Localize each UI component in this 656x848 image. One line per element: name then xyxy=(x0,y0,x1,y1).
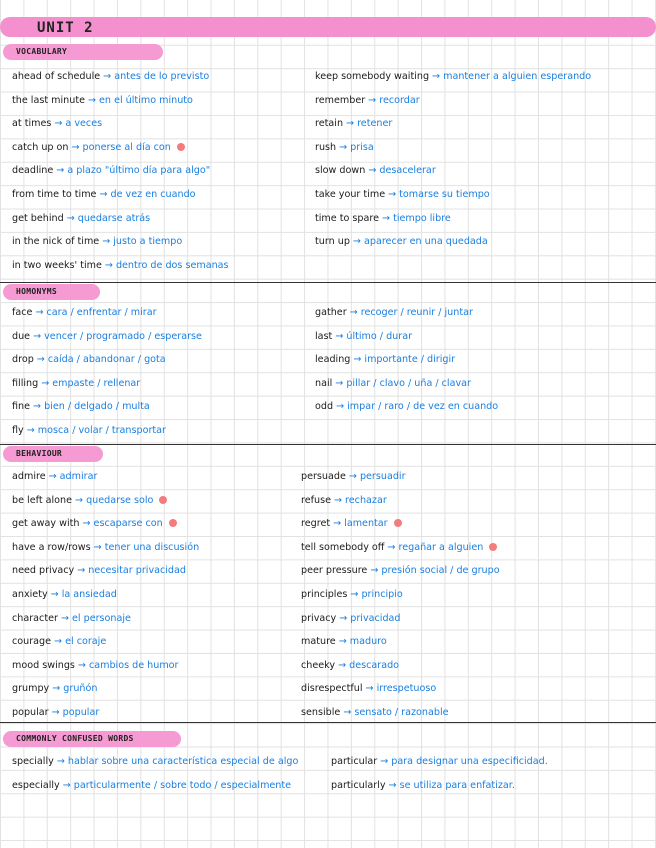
entry-translation: lamentar xyxy=(344,518,388,530)
title-highlight xyxy=(0,17,656,37)
entry-term: nail xyxy=(315,377,333,389)
entry-term: courage xyxy=(12,636,52,648)
vocab-entry xyxy=(12,755,298,769)
arrow-right-icon: → xyxy=(33,401,42,413)
vocab-entry xyxy=(315,400,498,414)
entry-term: take your time xyxy=(315,189,386,200)
entry-term: get behind xyxy=(12,212,64,224)
arrow-right-icon: → xyxy=(380,756,389,767)
entry-term: peer pressure xyxy=(301,565,368,577)
vocab-entry xyxy=(12,141,185,155)
vocab-entry xyxy=(301,541,497,555)
arrow-right-icon: → xyxy=(71,141,80,153)
entry-term: leading xyxy=(315,354,351,366)
arrow-right-icon: → xyxy=(35,307,44,318)
entry-term: from time to time xyxy=(12,189,97,200)
arrow-right-icon: → xyxy=(353,354,362,366)
vocab-entry xyxy=(301,470,406,484)
vocab-entry xyxy=(315,117,392,131)
arrow-right-icon: → xyxy=(93,541,102,553)
entry-term: deadline xyxy=(12,165,54,177)
vocab-entry xyxy=(315,353,455,367)
vocab-entry xyxy=(301,659,399,673)
arrow-right-icon: → xyxy=(333,518,342,530)
entry-translation: rechazar xyxy=(345,494,387,506)
vocab-entry xyxy=(12,541,199,555)
entry-translation: hablar sobre una característica especial de algo xyxy=(67,756,299,767)
entry-translation: a veces xyxy=(65,118,103,130)
vocab-entry xyxy=(315,377,471,391)
entry-translation: a plazo "último día para algo" xyxy=(67,165,211,177)
highlight-dot-icon xyxy=(177,143,185,151)
arrow-right-icon: → xyxy=(335,330,344,342)
arrow-right-icon: → xyxy=(343,707,352,718)
entry-translation: prisa xyxy=(350,141,374,153)
vocab-entry xyxy=(315,188,490,202)
entry-term: principles xyxy=(301,589,348,600)
entry-translation: último / durar xyxy=(346,330,413,342)
arrow-right-icon: → xyxy=(82,518,91,530)
vocabulary-header: VOCABULARY xyxy=(3,44,163,60)
entry-term: character xyxy=(12,612,58,624)
vocab-entry xyxy=(12,494,167,508)
entry-translation: privacidad xyxy=(350,612,401,624)
entry-term: need privacy xyxy=(12,565,75,577)
arrow-right-icon: → xyxy=(99,189,108,200)
vocab-entry xyxy=(12,400,150,414)
arrow-right-icon: → xyxy=(52,683,61,695)
vocab-entry xyxy=(12,564,186,578)
arrow-right-icon: → xyxy=(103,71,112,82)
entry-term: in the nick of time xyxy=(12,236,100,248)
arrow-right-icon: → xyxy=(348,471,357,482)
entry-translation: ponerse al día con xyxy=(82,141,171,153)
arrow-right-icon: → xyxy=(62,779,71,791)
vocab-entry xyxy=(12,659,179,673)
entry-term: slow down xyxy=(315,165,366,177)
vocab-entry xyxy=(12,94,193,108)
vocab-entry xyxy=(12,470,97,484)
arrow-right-icon: → xyxy=(56,756,65,767)
vocab-entry xyxy=(12,235,182,249)
entry-term: time to spare xyxy=(315,212,380,224)
arrow-right-icon: → xyxy=(33,330,42,342)
arrow-right-icon: → xyxy=(54,118,63,130)
arrow-right-icon: → xyxy=(338,659,347,671)
section-divider xyxy=(0,282,656,283)
entry-term: odd xyxy=(315,401,334,413)
entry-translation: admirar xyxy=(59,471,98,482)
arrow-right-icon: → xyxy=(365,683,374,695)
entry-term: retain xyxy=(315,118,344,130)
entry-term: mood swings xyxy=(12,659,75,671)
entry-term: mature xyxy=(301,636,336,648)
entry-translation: maduro xyxy=(349,636,387,648)
arrow-right-icon: → xyxy=(368,94,377,106)
entry-term: filling xyxy=(12,377,39,389)
entry-translation: vencer / programado / esperarse xyxy=(44,330,202,342)
entry-term: in two weeks' time xyxy=(12,259,102,271)
arrow-right-icon: → xyxy=(102,236,111,248)
highlight-dot-icon xyxy=(159,496,167,504)
vocab-entry xyxy=(301,517,402,531)
entry-translation: caída / abandonar / gota xyxy=(47,354,166,366)
arrow-right-icon: → xyxy=(104,259,113,271)
vocab-entry xyxy=(301,564,500,578)
entry-translation: se utiliza para enfatizar. xyxy=(399,779,515,791)
section-divider xyxy=(0,722,656,723)
vocab-entry xyxy=(12,517,177,531)
arrow-right-icon: → xyxy=(334,494,343,506)
entry-translation: sensato / razonable xyxy=(354,707,449,718)
vocab-entry xyxy=(315,330,412,344)
entry-term: last xyxy=(315,330,333,342)
entry-term: particular xyxy=(331,756,378,767)
arrow-right-icon: → xyxy=(335,377,344,389)
entry-term: be left alone xyxy=(12,494,73,506)
entry-term: rush xyxy=(315,141,337,153)
entry-term: privacy xyxy=(301,612,337,624)
arrow-right-icon: → xyxy=(432,71,441,82)
entry-translation: persuadir xyxy=(359,471,406,482)
entry-term: face xyxy=(12,307,33,318)
entry-term: popular xyxy=(12,707,49,718)
entry-translation: necesitar privacidad xyxy=(88,565,186,577)
entry-translation: dentro de dos semanas xyxy=(115,259,229,271)
arrow-right-icon: → xyxy=(51,707,60,718)
entry-translation: recoger / reunir / juntar xyxy=(360,307,473,318)
arrow-right-icon: → xyxy=(388,779,397,791)
vocab-entry xyxy=(12,706,99,720)
vocab-entry xyxy=(315,141,374,155)
arrow-right-icon: → xyxy=(336,401,345,413)
arrow-right-icon: → xyxy=(26,425,35,436)
entry-translation: bien / delgado / multa xyxy=(44,401,150,413)
vocab-entry xyxy=(315,235,488,249)
arrow-right-icon: → xyxy=(60,612,69,624)
arrow-right-icon: → xyxy=(339,612,348,624)
arrow-right-icon: → xyxy=(352,236,361,248)
entry-translation: aparecer en una quedada xyxy=(363,236,488,248)
entry-translation: escaparse con xyxy=(93,518,163,530)
arrow-right-icon: → xyxy=(41,377,50,389)
section-divider xyxy=(0,444,656,445)
vocab-entry xyxy=(12,117,102,131)
entry-translation: la ansiedad xyxy=(61,589,117,600)
entry-term: get away with xyxy=(12,518,80,530)
arrow-right-icon: → xyxy=(75,494,84,506)
entry-translation: el coraje xyxy=(65,636,107,648)
entry-translation: tiempo libre xyxy=(393,212,451,224)
arrow-right-icon: → xyxy=(370,565,379,577)
entry-translation: recordar xyxy=(379,94,420,106)
vocab-entry xyxy=(301,588,403,602)
entry-term: sensible xyxy=(301,707,341,718)
entry-term: turn up xyxy=(315,236,350,248)
entry-term: cheeky xyxy=(301,659,336,671)
entry-translation: principio xyxy=(361,589,403,600)
vocab-entry xyxy=(12,70,209,84)
entry-translation: particularmente / sobre todo / especialmente xyxy=(73,779,292,791)
vocab-entry xyxy=(315,306,473,320)
arrow-right-icon: → xyxy=(54,636,63,648)
arrow-right-icon: → xyxy=(50,589,59,600)
entry-term: specially xyxy=(12,756,54,767)
entry-term: regret xyxy=(301,518,331,530)
arrow-right-icon: → xyxy=(368,165,377,177)
entry-term: ahead of schedule xyxy=(12,71,101,82)
entry-term: remember xyxy=(315,94,366,106)
entry-translation: empaste / rellenar xyxy=(52,377,141,389)
entry-translation: irrespetuoso xyxy=(376,683,437,695)
entry-term: gather xyxy=(315,307,347,318)
arrow-right-icon: → xyxy=(350,589,359,600)
arrow-right-icon: → xyxy=(387,541,396,553)
entry-translation: el personaje xyxy=(72,612,131,624)
arrow-right-icon: → xyxy=(87,94,97,106)
vocab-entry xyxy=(12,188,196,202)
entry-term: have a row/rows xyxy=(12,541,91,553)
vocab-entry xyxy=(12,306,157,320)
vocab-entry xyxy=(301,612,401,626)
arrow-right-icon: → xyxy=(77,565,86,577)
arrow-right-icon: → xyxy=(349,307,358,318)
entry-term: disrespectful xyxy=(301,683,363,695)
entry-term: persuade xyxy=(301,471,346,482)
entry-term: particularly xyxy=(331,779,386,791)
behaviour-header: BEHAVIOUR xyxy=(3,446,103,462)
entry-translation: cambios de humor xyxy=(88,659,179,671)
page-title: UNIT 2 xyxy=(37,20,94,36)
arrow-right-icon: → xyxy=(36,354,45,366)
entry-translation: presión social / de grupo xyxy=(381,565,500,577)
entry-translation: en el último minuto xyxy=(99,94,193,106)
entry-term: the last minute xyxy=(12,94,85,106)
entry-translation: para designar una especificidad. xyxy=(391,756,548,767)
vocab-entry xyxy=(315,212,451,226)
vocab-entry xyxy=(301,635,387,649)
entry-translation: justo a tiempo xyxy=(113,236,183,248)
entry-translation: descarado xyxy=(349,659,400,671)
highlight-dot-icon xyxy=(394,519,402,527)
entry-translation: de vez en cuando xyxy=(110,189,196,200)
vocab-entry xyxy=(315,164,436,178)
entry-term: fly xyxy=(12,425,24,436)
vocab-entry xyxy=(12,635,106,649)
entry-term: due xyxy=(12,330,31,342)
entry-translation: antes de lo previsto xyxy=(114,71,210,82)
entry-term: drop xyxy=(12,354,34,366)
entry-term: keep somebody waiting xyxy=(315,71,430,82)
vocab-entry xyxy=(12,612,131,626)
vocab-entry xyxy=(315,94,420,108)
vocab-entry xyxy=(315,70,591,84)
entry-translation: mantener a alguien esperando xyxy=(443,71,592,82)
arrow-right-icon: → xyxy=(338,636,347,648)
entry-translation: importante / dirigir xyxy=(364,354,456,366)
entry-term: grumpy xyxy=(12,683,50,695)
arrow-right-icon: → xyxy=(66,212,75,224)
arrow-right-icon: → xyxy=(77,659,86,671)
highlight-dot-icon xyxy=(169,519,177,527)
entry-translation: retener xyxy=(357,118,393,130)
vocab-entry xyxy=(301,706,449,720)
entry-translation: tener una discusión xyxy=(104,541,200,553)
vocab-entry xyxy=(301,682,436,696)
vocab-entry xyxy=(12,377,140,391)
entry-term: tell somebody off xyxy=(301,541,385,553)
entry-translation: gruñón xyxy=(63,683,98,695)
entry-translation: desacelerar xyxy=(379,165,436,177)
entry-term: admire xyxy=(12,471,46,482)
entry-translation: quedarse solo xyxy=(86,494,154,506)
vocab-entry xyxy=(12,779,291,793)
arrow-right-icon: → xyxy=(346,118,355,130)
entry-translation: regañar a alguien xyxy=(398,541,484,553)
entry-translation: mosca / volar / transportar xyxy=(37,425,166,436)
vocab-entry xyxy=(12,164,210,178)
vocab-entry xyxy=(12,588,117,602)
arrow-right-icon: → xyxy=(48,471,57,482)
entry-translation: impar / raro / de vez en cuando xyxy=(347,401,499,413)
homonyms-header: HOMONYMS xyxy=(3,284,100,300)
arrow-right-icon: → xyxy=(388,189,397,200)
vocab-entry xyxy=(12,212,150,226)
entry-translation: pillar / clavo / uña / clavar xyxy=(346,377,471,389)
arrow-right-icon: → xyxy=(339,141,348,153)
entry-term: anxiety xyxy=(12,589,48,600)
vocab-entry xyxy=(331,755,548,769)
vocab-entry xyxy=(301,494,387,508)
entry-translation: tomarse su tiempo xyxy=(399,189,490,200)
entry-translation: popular xyxy=(62,707,100,718)
vocab-entry xyxy=(12,259,229,273)
vocab-entry xyxy=(12,330,202,344)
entry-term: at times xyxy=(12,118,52,130)
vocab-entry xyxy=(12,682,97,696)
vocab-entry xyxy=(331,779,515,793)
vocab-entry xyxy=(12,424,166,438)
entry-translation: quedarse atrás xyxy=(77,212,151,224)
arrow-right-icon: → xyxy=(56,165,65,177)
highlight-dot-icon xyxy=(489,543,497,551)
vocab-entry xyxy=(12,353,166,367)
entry-term: fine xyxy=(12,401,31,413)
entry-term: refuse xyxy=(301,494,331,506)
entry-translation: cara / enfrentar / mirar xyxy=(46,307,157,318)
entry-term: especially xyxy=(12,779,60,791)
confused-words-header: COMMONLY CONFUSED WORDS xyxy=(3,731,181,747)
arrow-right-icon: → xyxy=(382,212,391,224)
entry-term: catch up on xyxy=(12,141,69,153)
